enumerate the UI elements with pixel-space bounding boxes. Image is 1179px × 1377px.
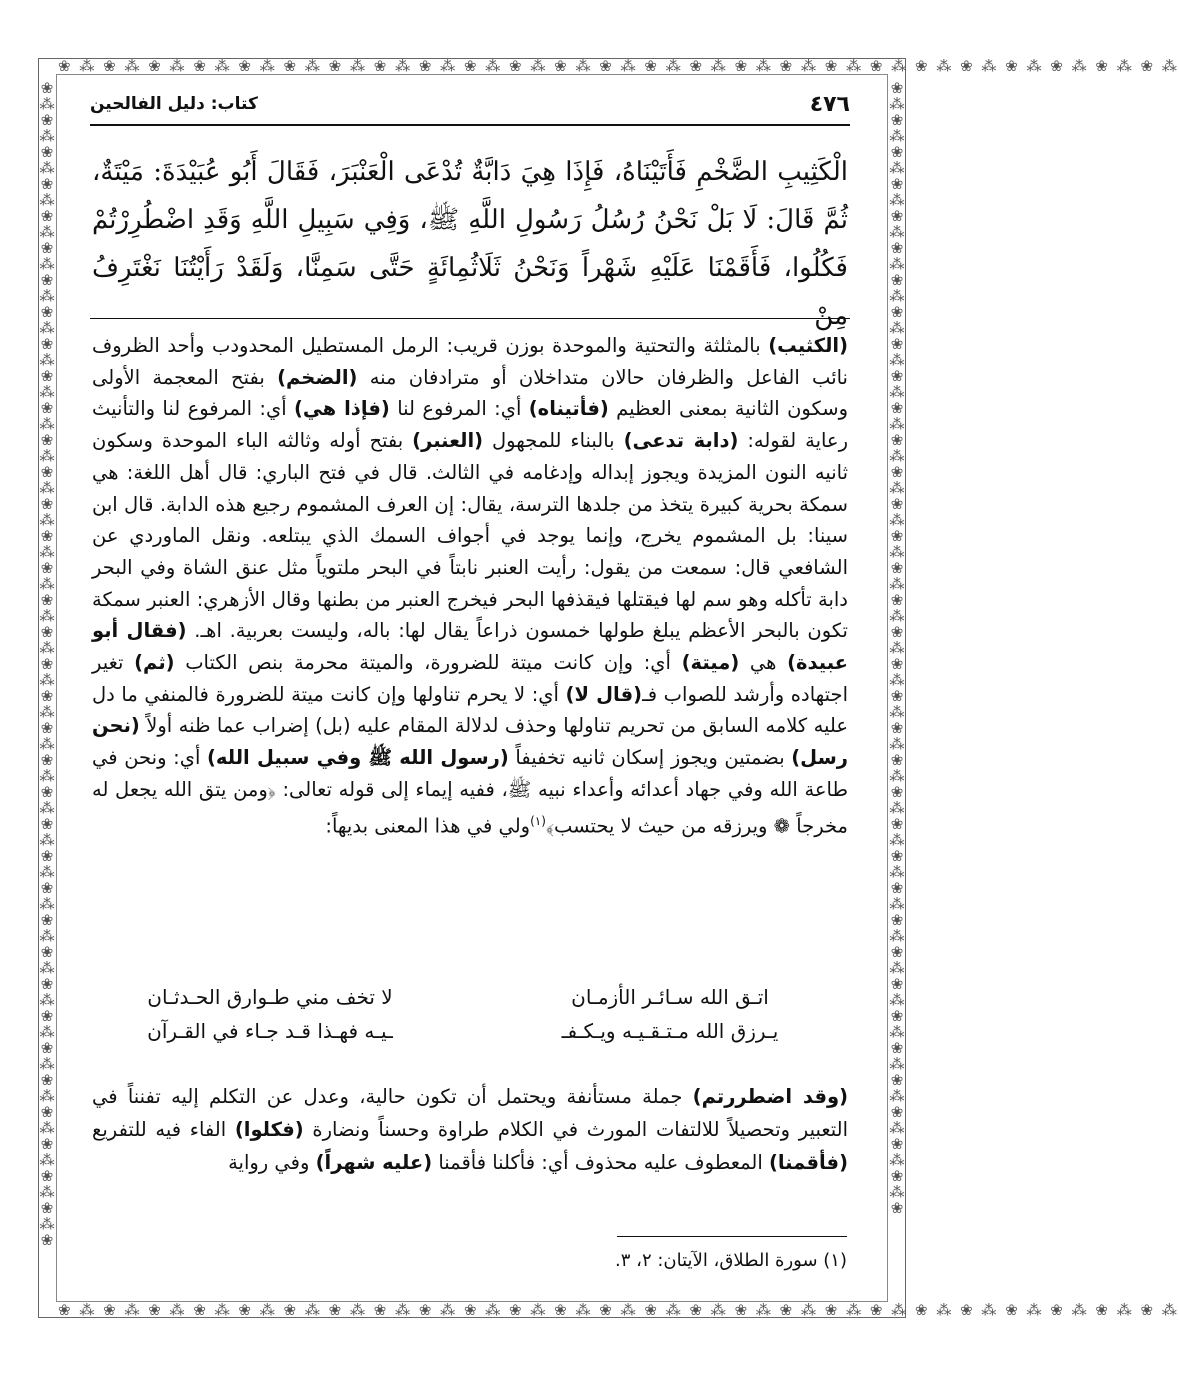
verse-1-second-half: لا تخف مني طـوارق الحـدثـان [147, 985, 393, 1009]
running-header [90, 92, 850, 122]
term: (فأتيناه) [528, 397, 609, 421]
commentary-continued [92, 1080, 848, 1179]
left-ornament-border: ❀ ⁂ ❀ ⁂ ❀ ⁂ ❀ ⁂ ❀ ⁂ ❀ ⁂ ❀ ⁂ ❀ ⁂ ❀ ⁂ ❀ ⁂ ❀ ⁂ ❀ ⁂ ❀ ⁂ ❀ ⁂ ❀ ⁂ ❀ ⁂ ❀ ⁂ ❀ ⁂ ❀ ⁂ ❀ ⁂ ❀ ⁂ ❀ ⁂ ❀ ⁂ ❀ ⁂ ❀ ⁂ ❀ ⁂ ❀ ⁂ ❀ ⁂ ❀ ⁂ ❀ ⁂ ❀ ⁂ ❀ ⁂ ❀ ⁂ ❀ ⁂ ❀ ⁂ ❀ ⁂ ❀ [39, 79, 55, 1249]
footnote: (١) سورة الطلاق، الآيتان: ٢، ٣. [615, 1250, 847, 1271]
term: (وقد اضطررتم) [692, 1085, 848, 1108]
term: (ميتة) [681, 651, 740, 675]
poem-block [120, 980, 820, 1048]
footnote-divider [617, 1236, 847, 1237]
term: (الكثيب) [768, 334, 848, 357]
term: (نحن رسل) [92, 714, 848, 770]
term: (عليه شهراً) [315, 1151, 433, 1174]
commentary-block [92, 330, 848, 842]
term: (رسول الله ﷺ وفي سبيل الله) [207, 746, 509, 770]
hadith-text: الْكَثِيبِ الضَّخْمِ فَأَتَيْنَاهُ، فَإِذَا هِيَ دَابَّةٌ تُدْعَى الْعَنْبَرَ، فَقَالَ أَبُو عُبَيْدَةَ: مَيْتَةٌ، ثُمَّ قَالَ: لَا بَلْ نَحْنُ رُسُلُ رَسُولِ اللَّهِ ﷺ، وَفِي سَبِيلِ اللَّهِ وَقَدِ اضْطُرِرْتُمْ فَكُلُوا، فَأَقَمْنَا عَلَيْهِ شَهْراً وَنَحْنُ ثَلَاثُمِائَةٍ حَتَّى سَمِنَّا، وَلَقَدْ رَأَيْتُنَا نَغْتَرِفُ مِنْ [92, 157, 848, 331]
term: (قال لا) [565, 682, 643, 706]
bottom-ornament-border: ❀ ⁂ ❀ ⁂ ❀ ⁂ ❀ ⁂ ❀ ⁂ ❀ ⁂ ❀ ⁂ ❀ ⁂ ❀ ⁂ ❀ ⁂ ❀ ⁂ ❀ ⁂ ❀ ⁂ ❀ ⁂ ❀ ⁂ ❀ ⁂ ❀ ⁂ ❀ ⁂ ❀ ⁂ ❀ ⁂ ❀ ⁂ ❀ ⁂ ❀ ⁂ ❀ ⁂ ❀ ⁂ [58, 1301, 1179, 1319]
verse-2-first-half: يـرزق الله مـتـقـيـه ويـكـفـ [561, 1019, 779, 1043]
commentary-paragraph: (الكثيب) بالمثلثة والتحتية والموحدة بوزن قريب: الرمل المستطيل المحدودب وأحد الظروف نائب الفاعل والظرفان حالان متداخلان أو مترادفان منه (الضخم) بفتح المعجمة الأولى وسكون الثانية بمعنى العظيم (فأتيناه) أي: المرفوع لنا (فإذا هي) أي: المرفوع لنا والتأنيث رعاية لقوله: (دابة تدعى) بالبناء للمجهول (العنبر) بفتح أوله وثالثه الباء الموحدة وسكون ثانيه النون المزيدة ويجوز إبداله وإدغامه في الثالث. قال في فتح الباري: قال أهل اللغة: هي سمكة بحرية كبيرة يتخذ من جلدها الترسة، يقال: إن العرف المشموم رجيع هذه الدابة. قال ابن سينا: بل المشموم يخرج، وإنما يوجد في أجواف السمك الذي يبتلعه. ونقل الماوردي عن الشافعي قال: سمعت من يقول: رأيت العنبر نابتاً في البحر ملتوياً مثل عنق الشاة وفي البحر دابة تأكله وهو سم لها فيقتلها فيقذفها البحر فيخرج العنبر من بطنها وقال الأزهري: العنبر سمكة تكون بالبحر الأعظم يبلغ طولها خمسون ذراعاً يقال لها: باله، وليست بعربية. اهـ. (فقال أبو عبيدة) هي (ميتة) أي: وإن كانت ميتة للضرورة، والميتة محرمة بنص الكتاب (ثم) تغير اجتهاده وأرشد للصواب فـ(قال لا) أي: لا يحرم تناولها وإن كانت ميتة للضرورة فالمنفي ما دل عليه كلامه السابق من تحريم تناولها وحذف لدلالة المقام عليه (بل) إضراب عما ظنه أولاً (نحن رسل) بضمتين ويجوز إسكان ثانيه تخفيفاً (رسول الله ﷺ وفي سبيل الله) أي: ونحن في طاعة الله وفي جهاد أعدائه وأعداء نبيه ﷺ، ففيه إيماء إلى قوله تعالى: ﴿ومن يتق الله يجعل له مخرجاً ❁ ويرزقه من حيث لا يحتسب﴾$^{(١)}$ولي في هذا المعنى بديهاً: [92, 334, 848, 838]
verse-1-first-half: اتـق الله سـائـر الأزمـان [571, 985, 769, 1009]
term: (فكلوا) [234, 1118, 304, 1141]
verse-2-second-half: ـيـه فهـذا قـد جـاء في القـرآن [147, 1019, 393, 1043]
term: (فأقمنا) [768, 1151, 848, 1174]
poem-verse-2 [120, 1014, 820, 1048]
term: (دابة تدعى) [623, 429, 739, 453]
term: (ثم) [134, 651, 175, 675]
term: (الضخم) [277, 365, 358, 389]
term: (فإذا هي) [294, 397, 390, 421]
page-number: ٤٧٦ [809, 92, 850, 117]
term: (فقال أبو عبيدة) [92, 619, 848, 675]
right-ornament-border: ❀ ⁂ ❀ ⁂ ❀ ⁂ ❀ ⁂ ❀ ⁂ ❀ ⁂ ❀ ⁂ ❀ ⁂ ❀ ⁂ ❀ ⁂ ❀ ⁂ ❀ ⁂ ❀ ⁂ ❀ ⁂ ❀ ⁂ ❀ ⁂ ❀ ⁂ ❀ ⁂ ❀ ⁂ ❀ ⁂ ❀ ⁂ ❀ ⁂ ❀ ⁂ ❀ ⁂ ❀ ⁂ ❀ ⁂ ❀ ⁂ ❀ ⁂ ❀ ⁂ ❀ ⁂ ❀ ⁂ ❀ ⁂ ❀ ⁂ ❀ ⁂ ❀ ⁂ ❀ [889, 79, 905, 1217]
term: (العنبر) [412, 429, 484, 453]
poem-verse-1 [120, 980, 820, 1014]
header-divider [90, 124, 850, 126]
footnote-marker: (١) [530, 813, 546, 828]
top-ornament-border: ❀ ⁂ ❀ ⁂ ❀ ⁂ ❀ ⁂ ❀ ⁂ ❀ ⁂ ❀ ⁂ ❀ ⁂ ❀ ⁂ ❀ ⁂ ❀ ⁂ ❀ ⁂ ❀ ⁂ ❀ ⁂ ❀ ⁂ ❀ ⁂ ❀ ⁂ ❀ ⁂ ❀ ⁂ ❀ ⁂ ❀ ⁂ ❀ ⁂ ❀ ⁂ ❀ ⁂ ❀ ⁂ [58, 57, 1179, 75]
commentary-paragraph-2: (وقد اضطررتم) جملة مستأنفة ويحتمل أن تكون حالية، وعدل عن التكلم إليه تفنناً في التعبير وتحصيلاً للالتفات المورث في الكلام طراوة وحسناً ونضارة (فكلوا) الفاء فيه للتفريع (فأقمنا) المعطوف عليه محذوف أي: فأكلنا فأقمنا (عليه شهراً) وفي رواية [92, 1085, 848, 1174]
text-commentary-divider [90, 318, 850, 319]
book-title: كتاب: دليل الفالحين [90, 94, 258, 114]
hadith-text-block [92, 148, 848, 340]
